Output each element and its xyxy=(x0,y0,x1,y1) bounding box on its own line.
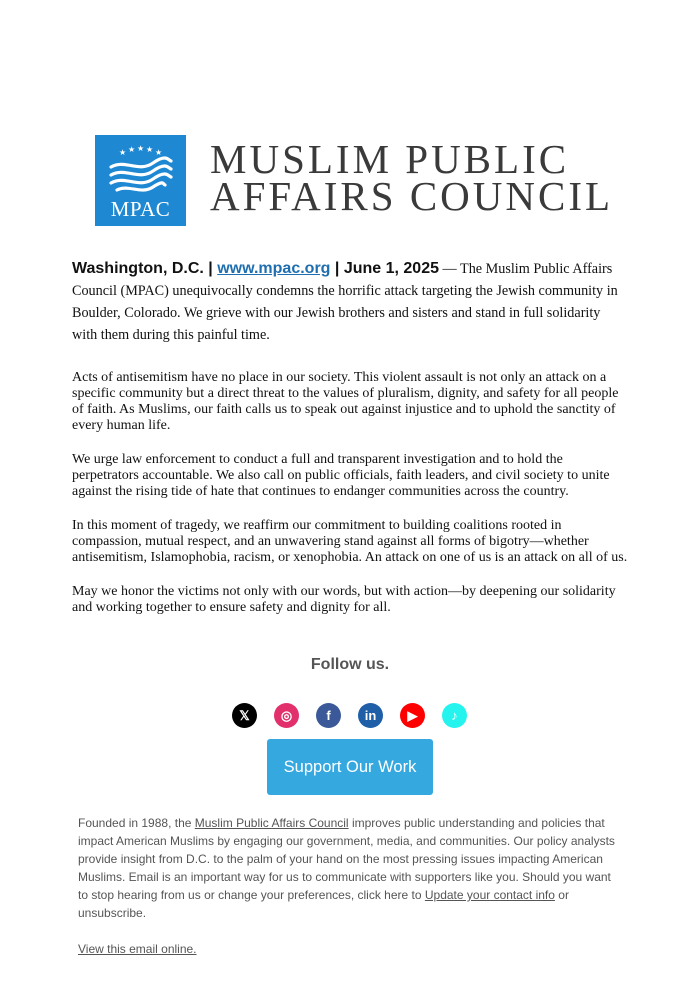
svg-text:★: ★ xyxy=(155,148,163,157)
body-paragraph-2: We urge law enforcement to conduct a full and transparent investigation and to hold the perpetrators accountable. We also call on public officials, faith leaders, and civil society to unite against the rising tide of hate that continues to endanger communities across the country. xyxy=(72,452,610,499)
tiktok-glyph: ♪ xyxy=(451,708,458,723)
social-links xyxy=(232,703,472,729)
body-paragraph-4: May we honor the victims not only with our words, but with action—by deepening our solidarity and working together to ensure safety and dignity for all. xyxy=(72,584,616,615)
footer-text: or unsubscribe. xyxy=(78,888,569,920)
instagram-icon[interactable] xyxy=(274,703,299,728)
dateline-date: June 1, 2025 xyxy=(343,260,439,277)
svg-text:★: ★ xyxy=(146,145,154,154)
instagram-glyph: ◎ xyxy=(280,707,293,723)
mpac-org-link[interactable]: Muslim Public Affairs Council xyxy=(194,816,349,830)
footer-text: improves public understanding and policies that impact American Muslims by engaging our government, media, and communities. Our policy analysts provide insight from D.C. to the palm of your hand on the most pressing issues impacting American Muslims. Email is an important way for us to communicate with supporters like you. Should you want to stop hearing from us or change your preferences, click here to xyxy=(78,816,615,902)
svg-text:★: ★ xyxy=(119,148,127,157)
follow-us-heading: Follow us. xyxy=(310,656,390,673)
linkedin-icon[interactable] xyxy=(358,703,383,728)
youtube-glyph: ▶ xyxy=(407,707,418,723)
x-glyph: 𝕏 xyxy=(239,707,250,723)
logo-wordmark-line2: AFFAIRS COUNCIL xyxy=(210,173,614,219)
footer xyxy=(78,814,623,958)
press-release-body xyxy=(72,258,628,634)
facebook-glyph: f xyxy=(326,708,331,723)
tiktok-icon[interactable] xyxy=(442,703,467,728)
dateline-separator: | xyxy=(208,260,213,277)
support-our-work-button[interactable]: Support Our Work xyxy=(267,739,433,795)
mpac-logo xyxy=(95,135,615,226)
svg-text:★: ★ xyxy=(137,144,145,153)
logo-wordmark xyxy=(210,136,614,219)
update-contact-info-link[interactable]: Update your contact info xyxy=(424,888,555,902)
logo-abbreviation: MPAC xyxy=(110,197,171,221)
dateline-place: Washington, D.C. xyxy=(72,260,204,277)
mpac-website-link[interactable]: www.mpac.org xyxy=(217,260,331,277)
body-paragraph-1: Acts of antisemitism have no place in our society. This violent assault is not only an attack on a specific community but a direct threat to the values of pluralism, dignity, and safety for all people of faith. As Muslims, our faith calls us to speak out against injustice and to uphold the sanctity of every human life. xyxy=(72,370,619,433)
linkedin-glyph: in xyxy=(364,708,377,723)
footer-about xyxy=(78,814,623,922)
dateline-separator: | xyxy=(334,260,340,277)
youtube-icon[interactable] xyxy=(400,703,425,728)
logo-wordmark-line1: MUSLIM PUBLIC xyxy=(210,136,570,182)
view-email-online-link[interactable]: View this email online. xyxy=(78,942,197,956)
em-dash: — xyxy=(442,261,457,277)
footer-text: Founded in 1988, the xyxy=(78,816,195,830)
dateline xyxy=(72,260,439,277)
body-paragraph-3: In this moment of tragedy, we reaffirm our commitment to building coalitions rooted in compassion, mutual respect, and an unwavering stand against all forms of bigotry—whether antisemitism, Islamophobia, racism, or xenophobia. An attack on one of us is an attack on all of us. xyxy=(72,518,628,565)
lead-text: The Muslim Public Affairs Council (MPAC) unequivocally condemns the horrific attack targeting the Jewish community in Boulder, Colorado. We grieve with our Jewish brothers and sisters and stand in full solidarity with them during this painful time. xyxy=(72,261,618,343)
svg-text:★: ★ xyxy=(128,145,136,154)
facebook-icon[interactable] xyxy=(316,703,341,728)
lead-paragraph xyxy=(72,258,628,346)
logo-emblem xyxy=(95,135,186,226)
x-icon[interactable] xyxy=(232,703,257,728)
